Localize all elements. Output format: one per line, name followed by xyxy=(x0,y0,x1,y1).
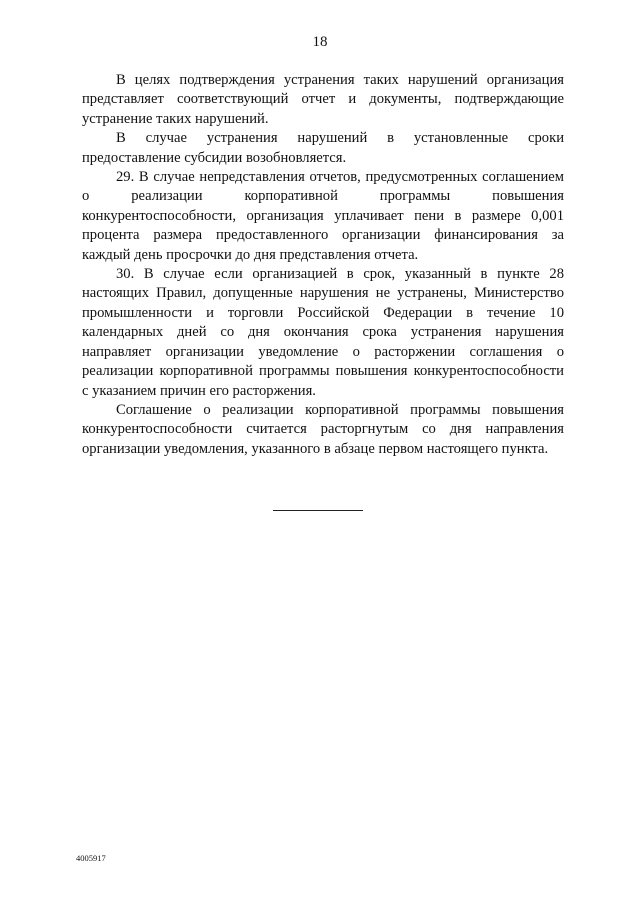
document-body xyxy=(82,71,564,459)
paragraph-agreement-termination: Соглашение о реализации корпоративной программы повышения конкурентоспособности считается расторгнутым со дня направления организации уведомления, указанного в абзаце первом настоящего пункта. xyxy=(82,401,564,457)
paragraph-item-29: 29. В случае непредставления отчетов, предусмотренных соглашением о реализации корпоративной программы повышения конкурентоспособности, организация уплачивает пени в размере 0,001 процента размера предоставленного организации финансирования за каждый день просрочки до дня представления отчета. xyxy=(82,169,564,263)
paragraph-item-30: 30. В случае если организацией в срок, указанный в пункте 28 настоящих Правил, допущенные нарушения не устранены, Министерство промышленности и торговли Российской Федерации в течение 10 календарных дней со дня окончания срока устранения нарушения направляет организации уведомление о расторжении соглашения о реализации корпоративной программы повышения конкурентоспособности с указанием причин его расторжения. xyxy=(82,266,564,399)
end-divider xyxy=(273,510,363,511)
page-number: 18 xyxy=(312,34,328,50)
paragraph-confirmation: В целях подтверждения устранения таких нарушений организация представляет соответствующий отчет и документы, подтверждающие устранение таких нарушений. xyxy=(82,72,564,127)
document-code: 4005917 xyxy=(76,853,106,863)
paragraph-subsidy-resumption: В случае устранения нарушений в установленные сроки предоставление субсидии возобновляется. xyxy=(82,130,564,166)
